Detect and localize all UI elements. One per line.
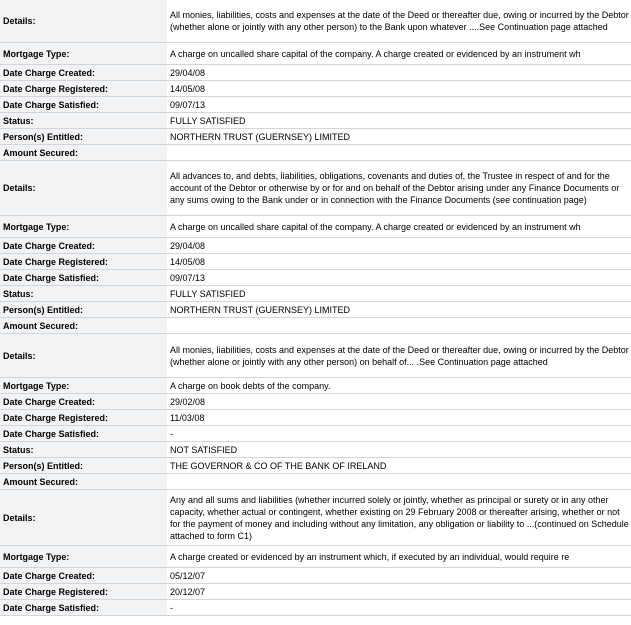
date-satisfied-row [0, 426, 631, 442]
details-value: Any and all sums and liabilities (whether incurred solely or jointly, whether as principal or surety or in any other capacity, whether actual or contingent, whether existing on 29 February 2008 or thereafter arising, whether or not for the payment of money and including without any limitation, any obligation or liability to ...(continued on Schedule attached to form C1) [170, 494, 629, 541]
amount-secured-row [0, 474, 631, 490]
date-created-label: Date Charge Created: [0, 568, 167, 583]
mortgage-type-label: Mortgage Type: [0, 378, 167, 393]
mortgage-type-label: Mortgage Type: [0, 216, 167, 237]
charge-record [0, 490, 631, 616]
persons-entitled-label: Person(s) Entitled: [0, 458, 167, 473]
date-created-value: 05/12/07 [170, 570, 206, 581]
date-registered-value: 14/05/08 [170, 83, 206, 94]
charge-record [0, 334, 631, 490]
amount-secured-value [167, 480, 631, 484]
mortgage-type-row [0, 378, 631, 394]
status-value: FULLY SATISFIED [170, 288, 246, 299]
persons-entitled-label: Person(s) Entitled: [0, 302, 167, 317]
mortgage-type-value: A charge on uncalled share capital of the company. A charge created or evidenced by an instrument wh [170, 48, 581, 59]
date-created-row [0, 238, 631, 254]
mortgage-type-row [0, 216, 631, 238]
date-registered-row [0, 254, 631, 270]
details-label: Details: [0, 161, 167, 215]
mortgage-type-value: A charge on book debts of the company. [170, 380, 331, 391]
amount-secured-value [167, 324, 631, 328]
details-value: All advances to, and debts, liabilities, obligations, covenants and duties of, the Trustee in respect of and for the account of the Debtor or otherwise by or for and on behalf of the Debtor arising under any Finance Documents or any sums owing to the Bank under or in connection with the Finance Documents (see continuation page) [170, 171, 620, 205]
date-registered-label: Date Charge Registered: [0, 254, 167, 269]
date-satisfied-row [0, 600, 631, 616]
charge-record [0, 0, 631, 161]
mortgage-type-value: A charge on uncalled share capital of the company. A charge created or evidenced by an instrument wh [170, 221, 581, 232]
date-satisfied-label: Date Charge Satisfied: [0, 97, 167, 112]
details-row [0, 334, 631, 378]
persons-entitled-value: THE GOVERNOR & CO OF THE BANK OF IRELAND [170, 460, 387, 471]
mortgage-type-value: A charge created or evidenced by an instrument which, if executed by an individual, would require re [170, 551, 570, 562]
charge-record [0, 161, 631, 334]
persons-entitled-row [0, 302, 631, 318]
date-created-value: 29/04/08 [170, 67, 206, 78]
date-registered-value: 11/03/08 [170, 412, 205, 423]
amount-secured-label: Amount Secured: [0, 474, 167, 489]
amount-secured-label: Amount Secured: [0, 318, 167, 333]
mortgage-type-row [0, 43, 631, 65]
date-satisfied-value: 09/07/13 [170, 272, 206, 283]
amount-secured-label: Amount Secured: [0, 145, 167, 160]
date-created-row [0, 394, 631, 410]
date-satisfied-label: Date Charge Satisfied: [0, 600, 167, 615]
date-registered-value: 20/12/07 [170, 586, 206, 597]
date-registered-value: 14/05/08 [170, 256, 206, 267]
date-satisfied-value: - [170, 602, 173, 613]
status-label: Status: [0, 442, 167, 457]
date-registered-label: Date Charge Registered: [0, 410, 167, 425]
status-label: Status: [0, 113, 167, 128]
date-registered-row [0, 584, 631, 600]
date-satisfied-value: 09/07/13 [170, 99, 206, 110]
details-row [0, 490, 631, 546]
mortgage-type-label: Mortgage Type: [0, 43, 167, 64]
date-registered-row [0, 410, 631, 426]
persons-entitled-row [0, 458, 631, 474]
date-created-row [0, 568, 631, 584]
status-row [0, 113, 631, 129]
status-value: FULLY SATISFIED [170, 115, 246, 126]
details-value: All monies, liabilities, costs and expenses at the date of the Deed or thereafter due, owing or incurred by the Debtor (whether alone or jointly with any other person) on behalf of... .See Continuation page attached [170, 344, 629, 367]
mortgage-type-label: Mortgage Type: [0, 546, 167, 567]
date-registered-label: Date Charge Registered: [0, 81, 167, 96]
status-value: NOT SATISFIED [170, 444, 238, 455]
date-registered-row [0, 81, 631, 97]
persons-entitled-value: NORTHERN TRUST (GUERNSEY) LIMITED [170, 304, 351, 315]
date-created-label: Date Charge Created: [0, 394, 167, 409]
date-created-row [0, 65, 631, 81]
date-satisfied-value: - [170, 428, 173, 439]
amount-secured-value [167, 151, 631, 155]
date-satisfied-label: Date Charge Satisfied: [0, 270, 167, 285]
details-row [0, 0, 631, 43]
date-created-value: 29/04/08 [170, 240, 206, 251]
details-label: Details: [0, 334, 167, 377]
date-created-label: Date Charge Created: [0, 65, 167, 80]
details-value: All monies, liabilities, costs and expenses at the date of the Deed or thereafter due, owing or incurred by the Debtor (whether alone or jointly with any other person) to the Bank upon whatever ....See Continuation page attached [170, 10, 629, 32]
persons-entitled-value: NORTHERN TRUST (GUERNSEY) LIMITED [170, 131, 351, 142]
date-satisfied-row [0, 97, 631, 113]
date-satisfied-label: Date Charge Satisfied: [0, 426, 167, 441]
date-created-label: Date Charge Created: [0, 238, 167, 253]
date-satisfied-row [0, 270, 631, 286]
date-registered-label: Date Charge Registered: [0, 584, 167, 599]
details-label: Details: [0, 490, 167, 545]
status-row [0, 286, 631, 302]
mortgage-type-row [0, 546, 631, 568]
persons-entitled-label: Person(s) Entitled: [0, 129, 167, 144]
date-created-value: 29/02/08 [170, 396, 206, 407]
status-row [0, 442, 631, 458]
status-label: Status: [0, 286, 167, 301]
details-label: Details: [0, 0, 167, 42]
details-row [0, 161, 631, 216]
amount-secured-row [0, 318, 631, 334]
amount-secured-row [0, 145, 631, 161]
persons-entitled-row [0, 129, 631, 145]
